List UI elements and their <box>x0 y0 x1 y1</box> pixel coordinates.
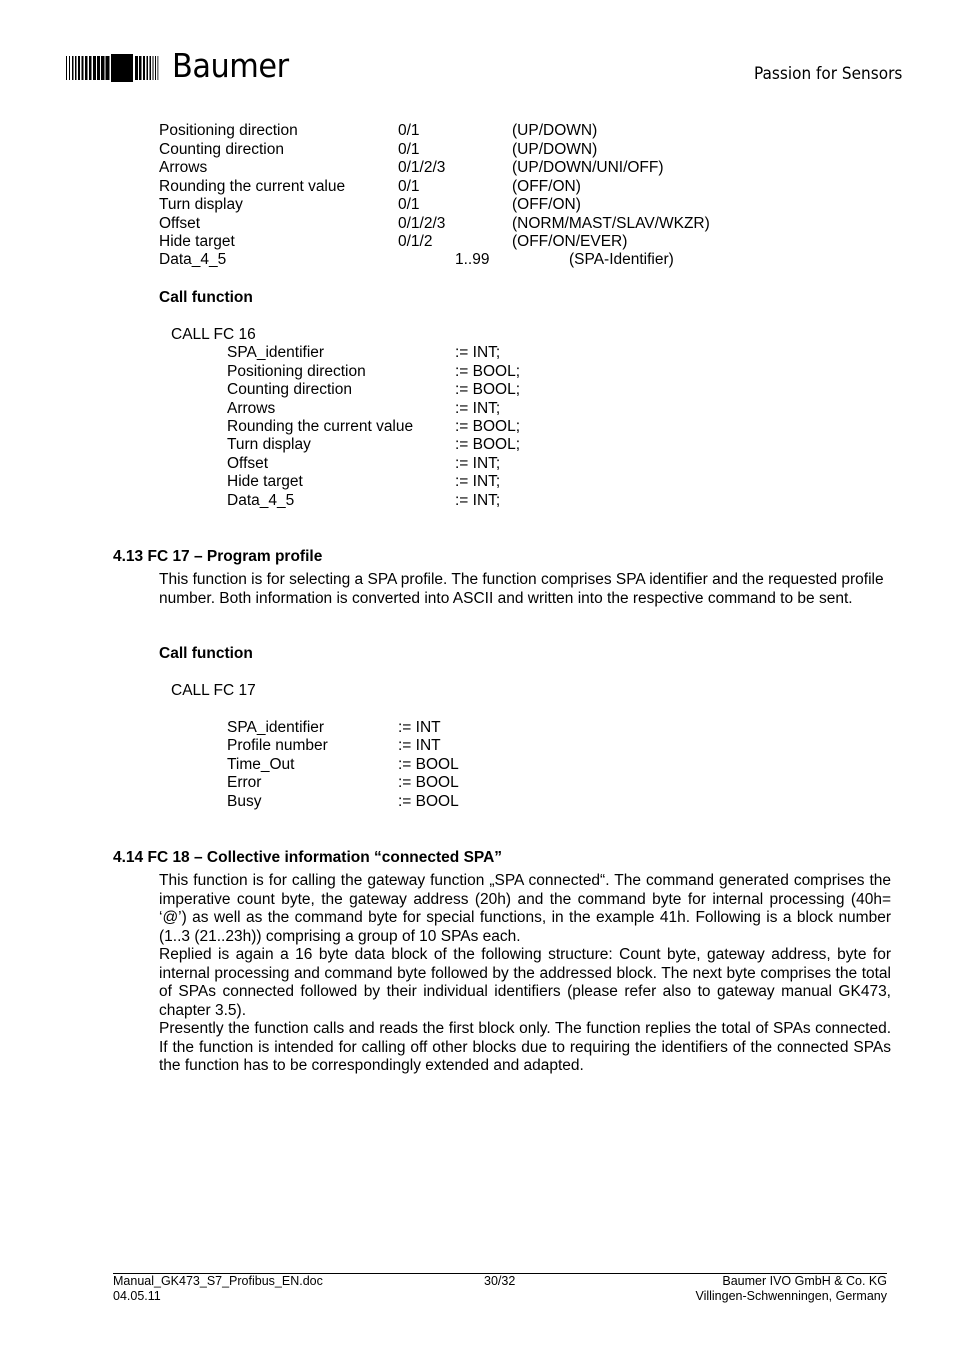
param-name: Counting direction <box>227 381 352 398</box>
footer-right <box>695 1274 887 1304</box>
footer-filename: Manual_GK473_S7_Profibus_EN.doc <box>113 1274 323 1288</box>
section-paragraph: Presently the function calls and reads the first block only. The function replies the total of SPAs connected. If the function is intended for calling off other blocks due to requiring the identifiers of the connected SPAs the function has to be correspondingly extended and adapted. <box>159 1020 891 1074</box>
param-name: Hide target <box>159 233 235 250</box>
param-type: := BOOL; <box>455 381 521 398</box>
param-range: 1..99 <box>455 251 490 268</box>
param-name: Counting direction <box>159 141 284 158</box>
param-desc: (OFF/ON) <box>512 196 581 213</box>
footer-left <box>113 1274 323 1304</box>
baumer-logo-bars-icon <box>66 54 160 82</box>
param-type: := INT; <box>455 473 501 490</box>
param-type: := BOOL; <box>455 436 521 453</box>
param-type: := INT; <box>455 344 501 361</box>
param-desc: (NORM/MAST/SLAV/WKZR) <box>512 215 710 232</box>
param-desc: (OFF/ON/EVER) <box>512 233 628 250</box>
param-type: := INT; <box>455 492 501 509</box>
call-statement: CALL FC 16 <box>171 326 256 343</box>
footer-company: Baumer IVO GmbH & Co. KG <box>722 1274 887 1288</box>
param-name: Turn display <box>227 436 311 453</box>
param-type: := BOOL <box>398 774 459 791</box>
section-text: This function is for selecting a SPA profile. The function comprises SPA identifier and the requested profile number. Both information is converted into ASCII and written into the respective command to be sent. <box>159 571 884 607</box>
param-name: Rounding the current value <box>159 178 346 195</box>
param-name: Data_4_5 <box>159 251 227 268</box>
param-desc: (UP/DOWN/UNI/OFF) <box>512 159 664 176</box>
footer-page-number: 30/32 <box>484 1274 516 1288</box>
param-desc: (UP/DOWN) <box>512 122 598 139</box>
param-name: Arrows <box>159 159 208 176</box>
param-name: Rounding the current value <box>227 418 414 435</box>
brand-slogan: Passion for Sensors <box>754 64 903 84</box>
param-type: := INT <box>398 719 441 736</box>
param-desc: (SPA-Identifier) <box>569 251 674 268</box>
param-name: Offset <box>227 455 269 472</box>
param-range: 0/1/2/3 <box>398 215 446 232</box>
param-name: Hide target <box>227 473 303 490</box>
param-name: SPA_identifier <box>227 344 325 361</box>
param-type: := INT <box>398 737 441 754</box>
param-range: 0/1/2/3 <box>398 159 446 176</box>
param-range: 0/1 <box>398 178 420 195</box>
section-paragraph: Replied is again a 16 byte data block of the following structure: Count byte, gateway address, byte for internal processing and command byte followed by the addressed block. The next byte comprises the total of SPAs connected followed by their individual identifiers (please refer also to gateway manual GK473, chapter 3.5). <box>159 946 891 1019</box>
param-desc: (UP/DOWN) <box>512 141 598 158</box>
call-statement: CALL FC 17 <box>171 682 256 699</box>
param-type: := BOOL; <box>455 418 521 435</box>
footer-date: 04.05.11 <box>113 1289 161 1303</box>
footer-location: Villingen-Schwenningen, Germany <box>695 1289 887 1303</box>
param-name: Turn display <box>159 196 243 213</box>
call-function-heading: Call function <box>159 289 253 306</box>
param-name: Error <box>227 774 262 791</box>
param-name: Arrows <box>227 400 276 417</box>
param-type: := BOOL <box>398 756 459 773</box>
param-range: 0/1 <box>398 141 420 158</box>
param-name: Time_Out <box>227 756 295 773</box>
param-type: := BOOL <box>398 793 459 810</box>
param-name: Profile number <box>227 737 328 754</box>
param-name: SPA_identifier <box>227 719 325 736</box>
param-name: Positioning direction <box>159 122 298 139</box>
param-name: Offset <box>159 215 201 232</box>
section-paragraph: This function is for calling the gateway function „SPA connected“. The command generated comprises the imperative count byte, the gateway address (20h) and the command byte for internal processing (40h= ‘@’) as well as the command byte for special functions, in the example 41h. Following is a block number (1..3 (21..23h)) comprising a group of 10 SPAs each. <box>159 872 891 945</box>
param-name: Data_4_5 <box>227 492 295 509</box>
section-heading: 4.13 FC 17 – Program profile <box>113 548 323 565</box>
brand-name: Baumer <box>172 46 289 85</box>
call-function-heading: Call function <box>159 645 253 662</box>
section-heading: 4.14 FC 18 – Collective information “connected SPA” <box>113 849 503 866</box>
param-range: 0/1/2 <box>398 233 433 250</box>
param-range: 0/1 <box>398 196 420 213</box>
param-name: Busy <box>227 793 262 810</box>
param-name: Positioning direction <box>227 363 366 380</box>
param-type: := INT; <box>455 400 501 417</box>
param-range: 0/1 <box>398 122 420 139</box>
param-type: := INT; <box>455 455 501 472</box>
param-type: := BOOL; <box>455 363 521 380</box>
param-desc: (OFF/ON) <box>512 178 581 195</box>
